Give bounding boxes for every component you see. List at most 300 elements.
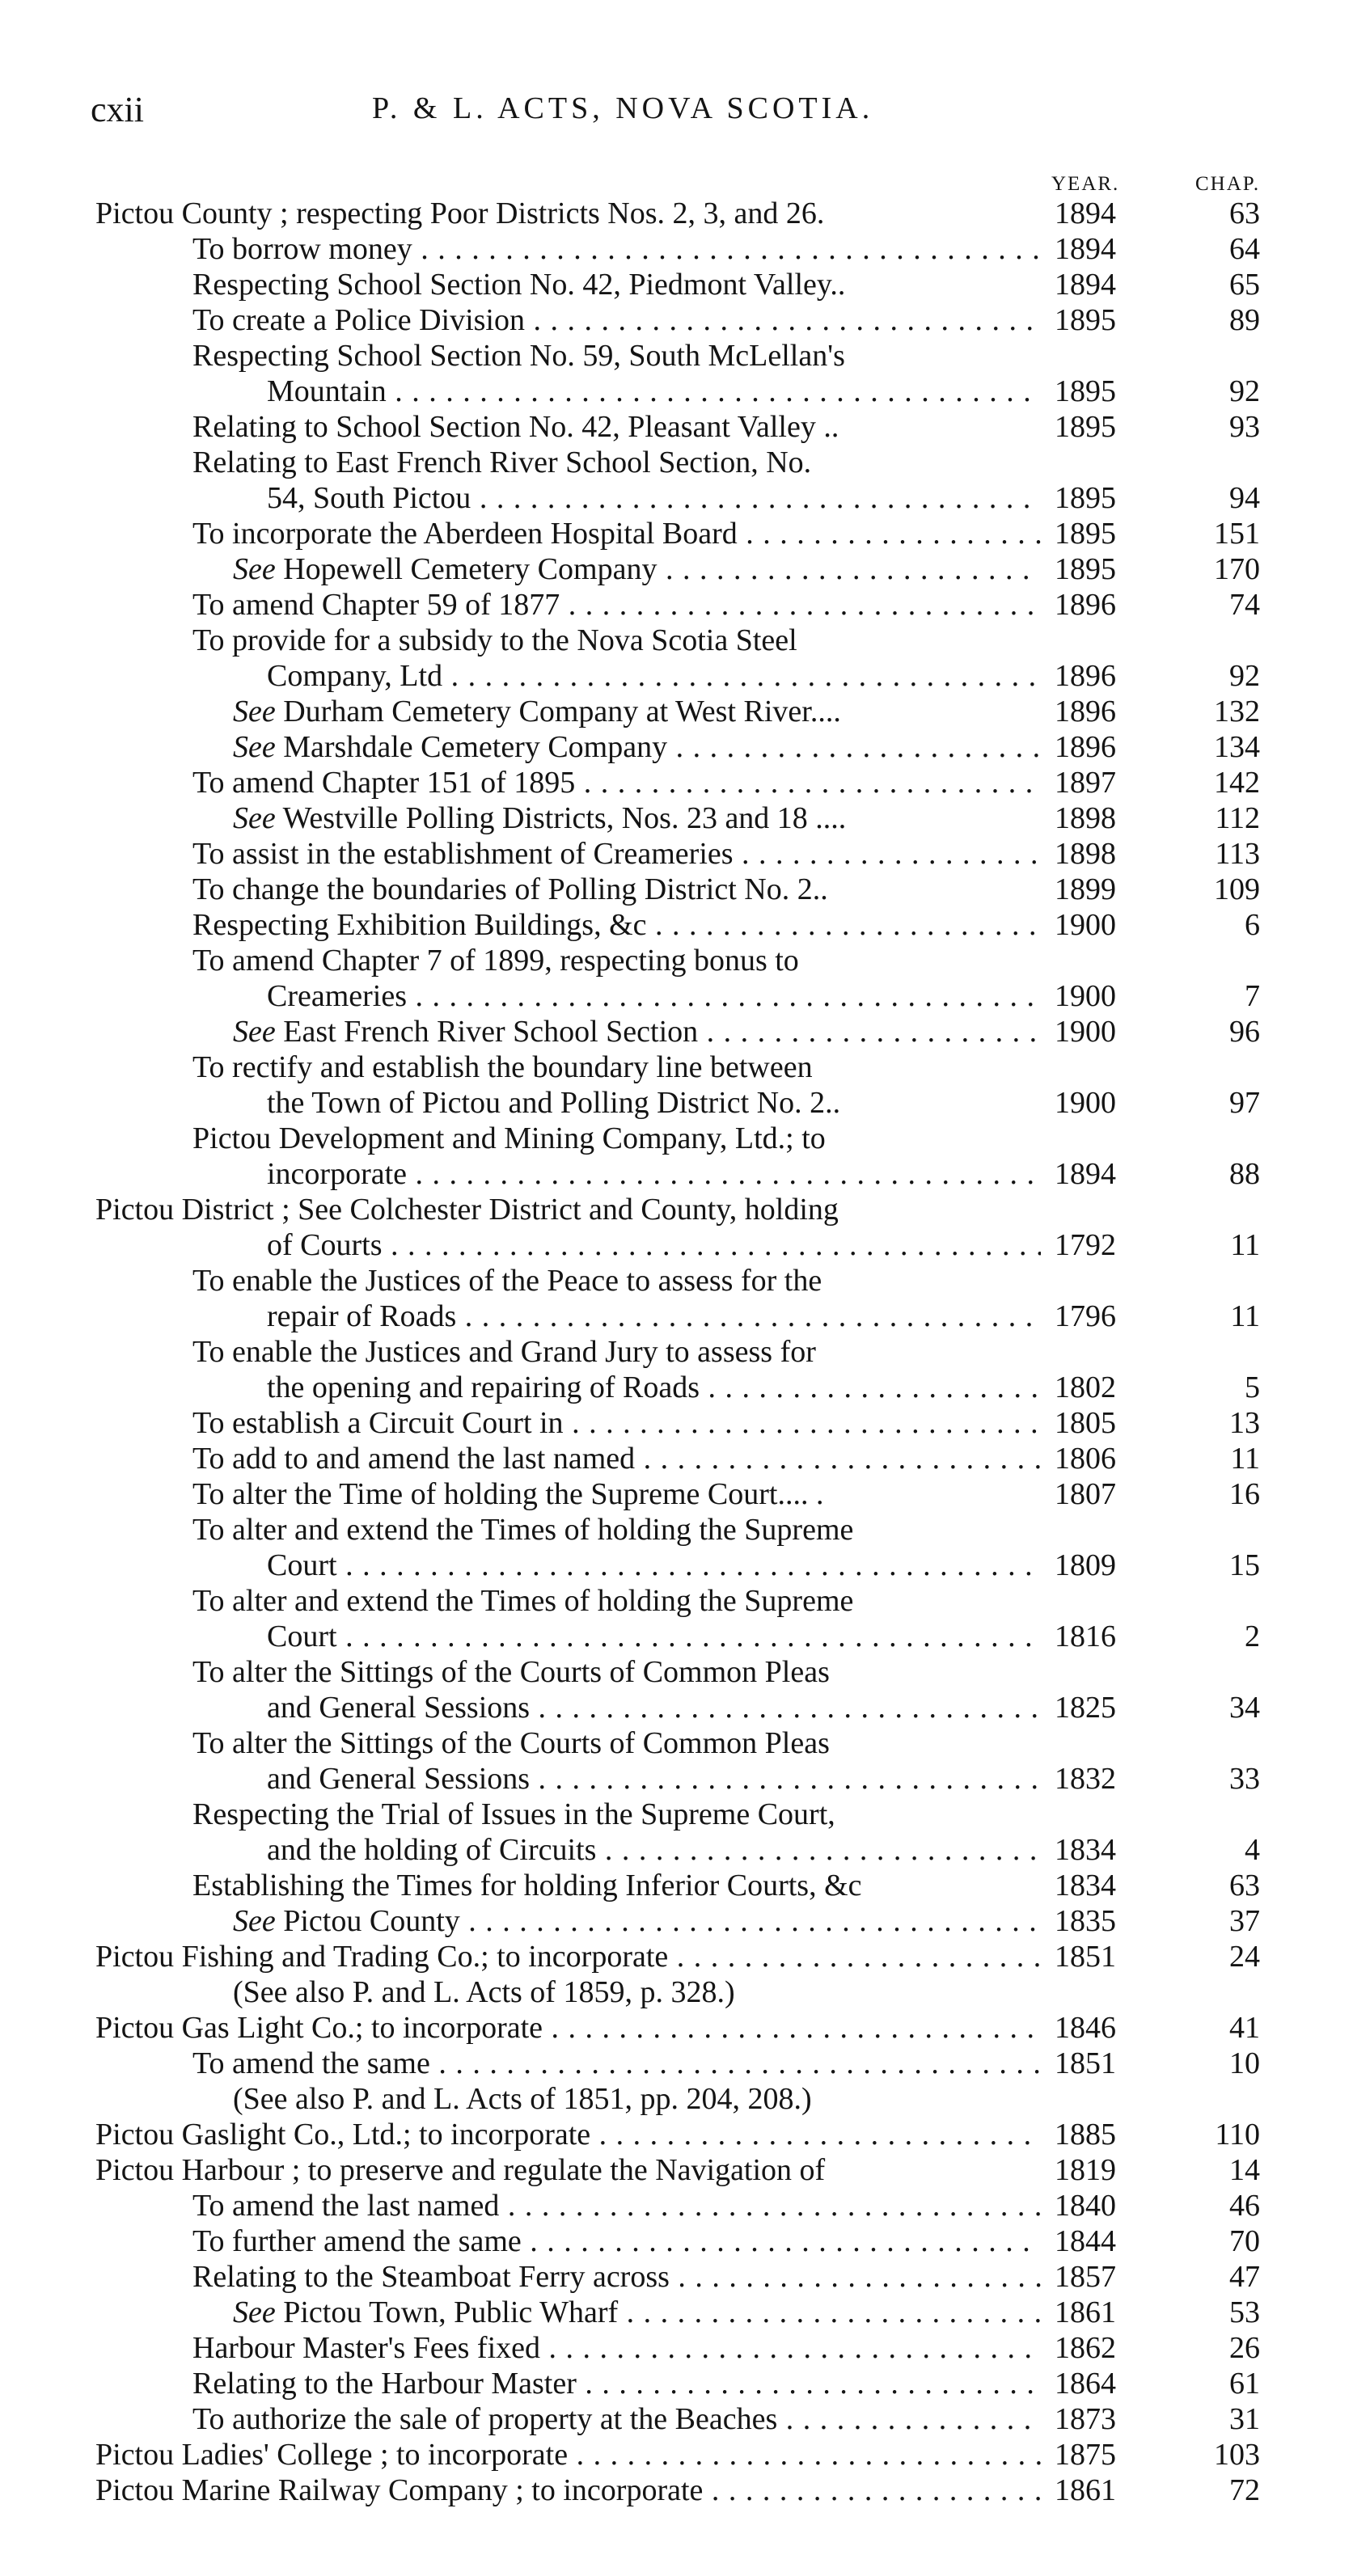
entry-title: Creameries bbox=[267, 979, 408, 1013]
index-entry bbox=[0, 1797, 1353, 1832]
entry-chapter: 112 bbox=[1215, 801, 1260, 835]
entry-text bbox=[267, 1156, 1041, 1192]
entry-year: 1896 bbox=[1055, 695, 1116, 728]
entry-year: 1895 bbox=[1055, 303, 1116, 337]
entry-text bbox=[192, 2046, 1041, 2081]
entry-text bbox=[233, 1014, 1041, 1049]
entry-title: Respecting the Trial of Issues in the Supreme Court, bbox=[192, 1797, 835, 1831]
index-entry bbox=[0, 551, 1353, 587]
entry-chapter: 46 bbox=[1229, 2189, 1260, 2223]
entry-text bbox=[192, 1405, 1041, 1441]
entry-text bbox=[233, 551, 1041, 587]
entry-year: 1825 bbox=[1055, 1691, 1116, 1725]
year-column-header: YEAR. bbox=[1051, 173, 1120, 195]
index-entry bbox=[0, 2473, 1353, 2508]
entry-chapter: 11 bbox=[1230, 1228, 1260, 1262]
entry-text bbox=[233, 2295, 1041, 2330]
entry-title: Pictou Harbour ; to preserve and regulate the Navigation of bbox=[95, 2153, 826, 2187]
index-entry bbox=[0, 587, 1353, 623]
entry-title: To alter the Time of holding the Supreme Court.... . bbox=[192, 1477, 824, 1511]
index-entry bbox=[0, 1583, 1353, 1619]
index-entry bbox=[0, 1370, 1353, 1405]
entry-title: Pictou Town, Public Wharf bbox=[283, 2295, 619, 2329]
entry-year: 1806 bbox=[1055, 1442, 1116, 1476]
entry-chapter: 97 bbox=[1229, 1086, 1260, 1120]
entry-title: Court bbox=[267, 1620, 337, 1653]
entry-text bbox=[267, 1299, 1041, 1334]
entry-text bbox=[192, 1049, 813, 1085]
index-entry bbox=[0, 765, 1353, 800]
entry-title: To alter the Sittings of the Courts of Common Pleas bbox=[192, 1655, 830, 1689]
entry-title: Harbour Master's Fees fixed bbox=[192, 2331, 541, 2365]
entry-chapter: 47 bbox=[1229, 2260, 1260, 2294]
entry-chapter: 63 bbox=[1229, 196, 1260, 230]
entry-text bbox=[267, 1227, 1041, 1263]
entry-year: 1807 bbox=[1055, 1477, 1116, 1511]
entry-year: 1873 bbox=[1055, 2402, 1116, 2436]
entry-chapter: 74 bbox=[1229, 588, 1260, 622]
entry-year: 1840 bbox=[1055, 2189, 1116, 2223]
entry-text bbox=[267, 1085, 840, 1121]
see-reference: See bbox=[233, 2295, 276, 2329]
index-entry bbox=[0, 302, 1353, 338]
entry-chapter: 13 bbox=[1229, 1406, 1260, 1440]
index-entry bbox=[0, 1476, 1353, 1512]
entry-text bbox=[192, 943, 799, 978]
entry-year: 1900 bbox=[1055, 908, 1116, 942]
entry-year: 1895 bbox=[1055, 481, 1116, 515]
entry-title: To amend the last named bbox=[192, 2189, 500, 2223]
index-entry bbox=[0, 694, 1353, 729]
entry-title: To authorize the sale of property at the Beaches bbox=[192, 2402, 778, 2436]
entry-text bbox=[192, 1121, 826, 1156]
index-entry bbox=[0, 1049, 1353, 1085]
entry-text bbox=[267, 374, 1041, 409]
see-reference: See bbox=[233, 1904, 276, 1938]
index-entry bbox=[0, 658, 1353, 694]
entry-title: Relating to School Section No. 42, Pleasant Valley .. bbox=[192, 410, 839, 444]
entry-text bbox=[192, 587, 1041, 623]
entry-chapter: 31 bbox=[1229, 2402, 1260, 2436]
entry-year: 1834 bbox=[1055, 1869, 1116, 1902]
entry-text bbox=[192, 267, 845, 302]
entry-title: Pictou County bbox=[283, 1904, 460, 1938]
entry-text bbox=[267, 1370, 1041, 1405]
entry-text bbox=[192, 2188, 1041, 2223]
entry-title: To alter and extend the Times of holding the Supreme bbox=[192, 1584, 854, 1618]
entry-title: the Town of Pictou and Polling District No. 2.. bbox=[267, 1086, 841, 1120]
entry-year: 1846 bbox=[1055, 2011, 1116, 2045]
entry-year: 1819 bbox=[1055, 2153, 1116, 2187]
entry-title: Pictou Gaslight Co., Ltd.; to incorporate bbox=[95, 2118, 591, 2152]
index-entry bbox=[0, 231, 1353, 267]
entry-title: Hopewell Cemetery Company bbox=[283, 552, 657, 586]
entry-title: To create a Police Division bbox=[192, 303, 525, 337]
entry-title: Pictou Development and Mining Company, Ltd.; to bbox=[192, 1121, 826, 1155]
entry-chapter: 7 bbox=[1245, 979, 1260, 1013]
entry-chapter: 96 bbox=[1229, 1015, 1260, 1049]
entry-title: Respecting School Section No. 42, Piedmont Valley.. bbox=[192, 268, 846, 302]
entry-chapter: 92 bbox=[1229, 659, 1260, 693]
entry-year: 1898 bbox=[1055, 837, 1116, 871]
entry-text bbox=[192, 516, 1041, 551]
entry-title: Pictou Marine Railway Company ; to incorporate bbox=[95, 2473, 704, 2507]
entry-year: 1895 bbox=[1055, 410, 1116, 444]
entry-chapter: 37 bbox=[1229, 1904, 1260, 1938]
entry-text bbox=[192, 1334, 816, 1370]
entry-year: 1861 bbox=[1055, 2295, 1116, 2329]
entry-title: and General Sessions bbox=[267, 1762, 531, 1796]
index-entry bbox=[0, 409, 1353, 445]
entry-chapter: 26 bbox=[1229, 2331, 1260, 2365]
entry-year: 1895 bbox=[1055, 517, 1116, 551]
entry-text bbox=[192, 836, 1041, 872]
index-entry bbox=[0, 2437, 1353, 2473]
entry-title: repair of Roads bbox=[267, 1299, 457, 1333]
entry-text bbox=[95, 2117, 1041, 2152]
see-reference: See bbox=[233, 801, 276, 835]
index-entry bbox=[0, 1690, 1353, 1725]
entry-title: Pictou Fishing and Trading Co.; to incorporate bbox=[95, 1940, 669, 1974]
entry-text bbox=[95, 2473, 1041, 2508]
entry-text bbox=[233, 694, 841, 729]
entry-year: 1875 bbox=[1055, 2438, 1116, 2472]
entry-chapter: 93 bbox=[1229, 410, 1260, 444]
entry-text bbox=[267, 480, 1041, 516]
entry-year: 1894 bbox=[1055, 1157, 1116, 1191]
entry-chapter: 2 bbox=[1245, 1620, 1260, 1653]
index-entry bbox=[0, 2401, 1353, 2437]
index-entry bbox=[0, 1299, 1353, 1334]
entry-title: Relating to the Harbour Master bbox=[192, 2367, 577, 2401]
index-entry bbox=[0, 1619, 1353, 1654]
entry-title: To enable the Justices and Grand Jury to assess for bbox=[192, 1335, 816, 1369]
entry-title: To alter and extend the Times of holding the Supreme bbox=[192, 1513, 854, 1547]
entry-text bbox=[233, 2081, 812, 2117]
entry-title: Relating to East French River School Section, No. bbox=[192, 446, 812, 479]
entry-text bbox=[192, 907, 1041, 943]
index-entry bbox=[0, 623, 1353, 658]
entry-year: 1896 bbox=[1055, 659, 1116, 693]
entry-text bbox=[192, 445, 811, 480]
entry-year: 1895 bbox=[1055, 552, 1116, 586]
entry-text bbox=[267, 1548, 1041, 1583]
entry-chapter: 14 bbox=[1229, 2153, 1260, 2187]
entry-chapter: 72 bbox=[1229, 2473, 1260, 2507]
entry-title: Pictou Ladies' College ; to incorporate bbox=[95, 2438, 569, 2472]
index-entry bbox=[0, 1903, 1353, 1939]
entry-title: Relating to the Steamboat Ferry across bbox=[192, 2260, 670, 2294]
entry-chapter: 70 bbox=[1229, 2224, 1260, 2258]
entry-title: Respecting Exhibition Buildings, &c bbox=[192, 908, 647, 942]
entry-title: Establishing the Times for holding Inferior Courts, &c bbox=[192, 1869, 862, 1902]
index-entry bbox=[0, 480, 1353, 516]
running-head: P. & L. ACTS, NOVA SCOTIA. bbox=[372, 91, 874, 125]
entry-year: 1900 bbox=[1055, 979, 1116, 1013]
entry-chapter: 134 bbox=[1214, 730, 1260, 764]
index-entries bbox=[0, 196, 1353, 2508]
entry-year: 1897 bbox=[1055, 766, 1116, 800]
index-entry bbox=[0, 1725, 1353, 1761]
page-number: cxii bbox=[91, 90, 144, 129]
entry-text bbox=[192, 2330, 1041, 2366]
entry-year: 1835 bbox=[1055, 1904, 1116, 1938]
entry-text bbox=[233, 1903, 1041, 1939]
entry-text bbox=[192, 1725, 830, 1761]
entry-year: 1899 bbox=[1055, 872, 1116, 906]
entry-chapter: 94 bbox=[1229, 481, 1260, 515]
entry-chapter: 170 bbox=[1214, 552, 1260, 586]
entry-title: of Courts bbox=[267, 1228, 383, 1262]
entry-chapter: 132 bbox=[1214, 695, 1260, 728]
entry-chapter: 103 bbox=[1214, 2438, 1260, 2472]
entry-title: and General Sessions bbox=[267, 1691, 531, 1725]
entry-year: 1898 bbox=[1055, 801, 1116, 835]
index-entry bbox=[0, 1014, 1353, 1049]
entry-title: To rectify and establish the boundary line between bbox=[192, 1050, 813, 1084]
entry-chapter: 63 bbox=[1229, 1869, 1260, 1902]
entry-year: 1809 bbox=[1055, 1548, 1116, 1582]
entry-title: To add to and amend the last named bbox=[192, 1442, 636, 1476]
index-entry bbox=[0, 2188, 1353, 2223]
entry-text bbox=[95, 1939, 1041, 1974]
entry-text bbox=[192, 1476, 823, 1512]
see-reference: See bbox=[233, 695, 276, 728]
index-entry bbox=[0, 1939, 1353, 1974]
entry-text bbox=[192, 1868, 862, 1903]
entry-title: To amend Chapter 151 of 1895 bbox=[192, 766, 576, 800]
entry-text bbox=[267, 658, 1041, 694]
entry-year: 1896 bbox=[1055, 730, 1116, 764]
entry-text bbox=[233, 800, 846, 836]
index-entry bbox=[0, 800, 1353, 836]
index-entry bbox=[0, 1405, 1353, 1441]
index-entry bbox=[0, 1192, 1353, 1227]
entry-text bbox=[267, 1690, 1041, 1725]
entry-text bbox=[192, 1263, 822, 1299]
entry-title: the opening and repairing of Roads bbox=[267, 1370, 700, 1404]
entry-year: 1851 bbox=[1055, 2046, 1116, 2080]
entry-chapter: 41 bbox=[1229, 2011, 1260, 2045]
entry-chapter: 5 bbox=[1245, 1370, 1260, 1404]
entry-text bbox=[192, 872, 828, 907]
entry-title: To amend Chapter 7 of 1899, respecting bonus to bbox=[192, 944, 799, 978]
index-entry bbox=[0, 836, 1353, 872]
index-entry bbox=[0, 2117, 1353, 2152]
index-entry bbox=[0, 2152, 1353, 2188]
entry-text bbox=[192, 1441, 1041, 1476]
entry-text bbox=[233, 729, 1041, 765]
entry-text bbox=[267, 1832, 1041, 1868]
entry-text bbox=[95, 2010, 1041, 2046]
entry-title: To assist in the establishment of Creameries bbox=[192, 837, 734, 871]
entry-year: 1802 bbox=[1055, 1370, 1116, 1404]
index-entry bbox=[0, 196, 1353, 231]
entry-year: 1900 bbox=[1055, 1015, 1116, 1049]
index-entry bbox=[0, 2295, 1353, 2330]
entry-title: To change the boundaries of Polling District No. 2.. bbox=[192, 872, 828, 906]
entry-year: 1896 bbox=[1055, 588, 1116, 622]
entry-title: Pictou Gas Light Co.; to incorporate bbox=[95, 2011, 543, 2045]
entry-chapter: 34 bbox=[1229, 1691, 1260, 1725]
entry-year: 1864 bbox=[1055, 2367, 1116, 2401]
entry-title: Pictou District ; See Colchester District and County, holding bbox=[95, 1193, 839, 1227]
entry-text bbox=[95, 2152, 825, 2188]
index-entry bbox=[0, 1548, 1353, 1583]
entry-chapter: 33 bbox=[1229, 1762, 1260, 1796]
entry-chapter: 24 bbox=[1229, 1940, 1260, 1974]
index-entry bbox=[0, 374, 1353, 409]
entry-chapter: 11 bbox=[1230, 1299, 1260, 1333]
entry-title: Durham Cemetery Company at West River.... bbox=[283, 695, 841, 728]
entry-chapter: 15 bbox=[1229, 1548, 1260, 1582]
entry-title: incorporate bbox=[267, 1157, 408, 1191]
index-entry bbox=[0, 2046, 1353, 2081]
entry-year: 1832 bbox=[1055, 1762, 1116, 1796]
entry-chapter: 113 bbox=[1215, 837, 1260, 871]
see-reference: See bbox=[233, 552, 276, 586]
entry-year: 1844 bbox=[1055, 2224, 1116, 2258]
entry-text bbox=[192, 409, 839, 445]
entry-text bbox=[95, 196, 824, 231]
index-entry bbox=[0, 2366, 1353, 2401]
index-entry bbox=[0, 1227, 1353, 1263]
index-entry bbox=[0, 1121, 1353, 1156]
entry-year: 1895 bbox=[1055, 374, 1116, 408]
entry-text bbox=[192, 2401, 1041, 2437]
entry-chapter: 110 bbox=[1215, 2118, 1260, 2152]
entry-chapter: 6 bbox=[1245, 908, 1260, 942]
entry-text bbox=[192, 1583, 853, 1619]
entry-year: 1834 bbox=[1055, 1833, 1116, 1867]
entry-title: (See also P. and L. Acts of 1859, p. 328.) bbox=[233, 1975, 735, 2009]
index-entry bbox=[0, 1974, 1353, 2010]
entry-title: To establish a Circuit Court in bbox=[192, 1406, 564, 1440]
entry-text bbox=[267, 1761, 1041, 1797]
entry-chapter: 53 bbox=[1229, 2295, 1260, 2329]
index-entry bbox=[0, 2081, 1353, 2117]
entry-title: To alter the Sittings of the Courts of Common Pleas bbox=[192, 1726, 830, 1760]
entry-chapter: 10 bbox=[1229, 2046, 1260, 2080]
entry-year: 1862 bbox=[1055, 2331, 1116, 2365]
entry-text bbox=[192, 2259, 1041, 2295]
index-entry bbox=[0, 1761, 1353, 1797]
index-entry bbox=[0, 1441, 1353, 1476]
entry-chapter: 89 bbox=[1229, 303, 1260, 337]
entry-chapter: 109 bbox=[1214, 872, 1260, 906]
entry-text bbox=[192, 1512, 853, 1548]
entry-text bbox=[95, 1192, 839, 1227]
entry-year: 1885 bbox=[1055, 2118, 1116, 2152]
entry-title: To further amend the same bbox=[192, 2224, 522, 2258]
entry-year: 1894 bbox=[1055, 232, 1116, 266]
index-entry bbox=[0, 729, 1353, 765]
entry-year: 1857 bbox=[1055, 2260, 1116, 2294]
entry-chapter: 4 bbox=[1245, 1833, 1260, 1867]
entry-text bbox=[192, 623, 797, 658]
entry-text bbox=[192, 338, 845, 374]
entry-year: 1851 bbox=[1055, 1940, 1116, 1974]
entry-year: 1816 bbox=[1055, 1620, 1116, 1653]
entry-text bbox=[267, 978, 1041, 1014]
index-entry bbox=[0, 978, 1353, 1014]
index-entry bbox=[0, 2259, 1353, 2295]
entry-title: To provide for a subsidy to the Nova Scotia Steel bbox=[192, 623, 797, 657]
entry-chapter: 11 bbox=[1230, 1442, 1260, 1476]
entry-title: (See also P. and L. Acts of 1851, pp. 204, 208.) bbox=[233, 2082, 812, 2116]
entry-title: Respecting School Section No. 59, South McLellan's bbox=[192, 339, 845, 373]
entry-title: East French River School Section bbox=[283, 1015, 699, 1049]
entry-chapter: 16 bbox=[1229, 1477, 1260, 1511]
entry-text bbox=[192, 231, 1041, 267]
entry-year: 1861 bbox=[1055, 2473, 1116, 2507]
entry-title: and the holding of Circuits bbox=[267, 1833, 597, 1867]
index-entry bbox=[0, 1654, 1353, 1690]
entry-text bbox=[192, 765, 1041, 800]
entry-chapter: 88 bbox=[1229, 1157, 1260, 1191]
entry-chapter: 64 bbox=[1229, 232, 1260, 266]
index-entry bbox=[0, 516, 1353, 551]
entry-year: 1805 bbox=[1055, 1406, 1116, 1440]
entry-year: 1894 bbox=[1055, 268, 1116, 302]
index-entry bbox=[0, 872, 1353, 907]
entry-title: To amend Chapter 59 of 1877 bbox=[192, 588, 560, 622]
entry-chapter: 92 bbox=[1229, 374, 1260, 408]
entry-year: 1894 bbox=[1055, 196, 1116, 230]
index-entry bbox=[0, 943, 1353, 978]
entry-title: Pictou County ; respecting Poor Districts Nos. 2, 3, and 26. bbox=[95, 196, 825, 230]
entry-text bbox=[192, 2366, 1041, 2401]
entry-title: 54, South Pictou bbox=[267, 481, 471, 515]
entry-year: 1792 bbox=[1055, 1228, 1116, 1262]
entry-title: Westville Polling Districts, Nos. 23 and 18 .... bbox=[282, 801, 847, 835]
entry-title: To enable the Justices of the Peace to assess for the bbox=[192, 1264, 822, 1298]
entry-chapter: 65 bbox=[1229, 268, 1260, 302]
index-entry bbox=[0, 2330, 1353, 2366]
entry-title: Court bbox=[267, 1548, 337, 1582]
entry-title: To amend the same bbox=[192, 2046, 430, 2080]
entry-text bbox=[192, 1654, 830, 1690]
index-entry bbox=[0, 445, 1353, 480]
index-entry bbox=[0, 2010, 1353, 2046]
entry-title: To incorporate the Aberdeen Hospital Board bbox=[192, 517, 738, 551]
entry-text bbox=[95, 2437, 1041, 2473]
chap-column-header: CHAP. bbox=[1195, 173, 1261, 195]
entry-text bbox=[192, 2223, 1041, 2259]
index-entry bbox=[0, 2223, 1353, 2259]
index-entry bbox=[0, 1512, 1353, 1548]
index-entry bbox=[0, 1156, 1353, 1192]
entry-year: 1796 bbox=[1055, 1299, 1116, 1333]
entry-chapter: 142 bbox=[1214, 766, 1260, 800]
entry-title: Marshdale Cemetery Company bbox=[283, 730, 668, 764]
index-entry bbox=[0, 1334, 1353, 1370]
entry-text bbox=[233, 1974, 735, 2010]
see-reference: See bbox=[233, 730, 276, 764]
index-entry bbox=[0, 1263, 1353, 1299]
index-entry bbox=[0, 1868, 1353, 1903]
entry-year: 1900 bbox=[1055, 1086, 1116, 1120]
entry-chapter: 61 bbox=[1229, 2367, 1260, 2401]
index-entry bbox=[0, 1085, 1353, 1121]
index-entry bbox=[0, 1832, 1353, 1868]
entry-title: Company, Ltd bbox=[267, 659, 443, 693]
index-entry bbox=[0, 907, 1353, 943]
index-entry bbox=[0, 338, 1353, 374]
index-entry bbox=[0, 267, 1353, 302]
entry-title: Mountain bbox=[267, 374, 387, 408]
entry-text bbox=[192, 302, 1041, 338]
